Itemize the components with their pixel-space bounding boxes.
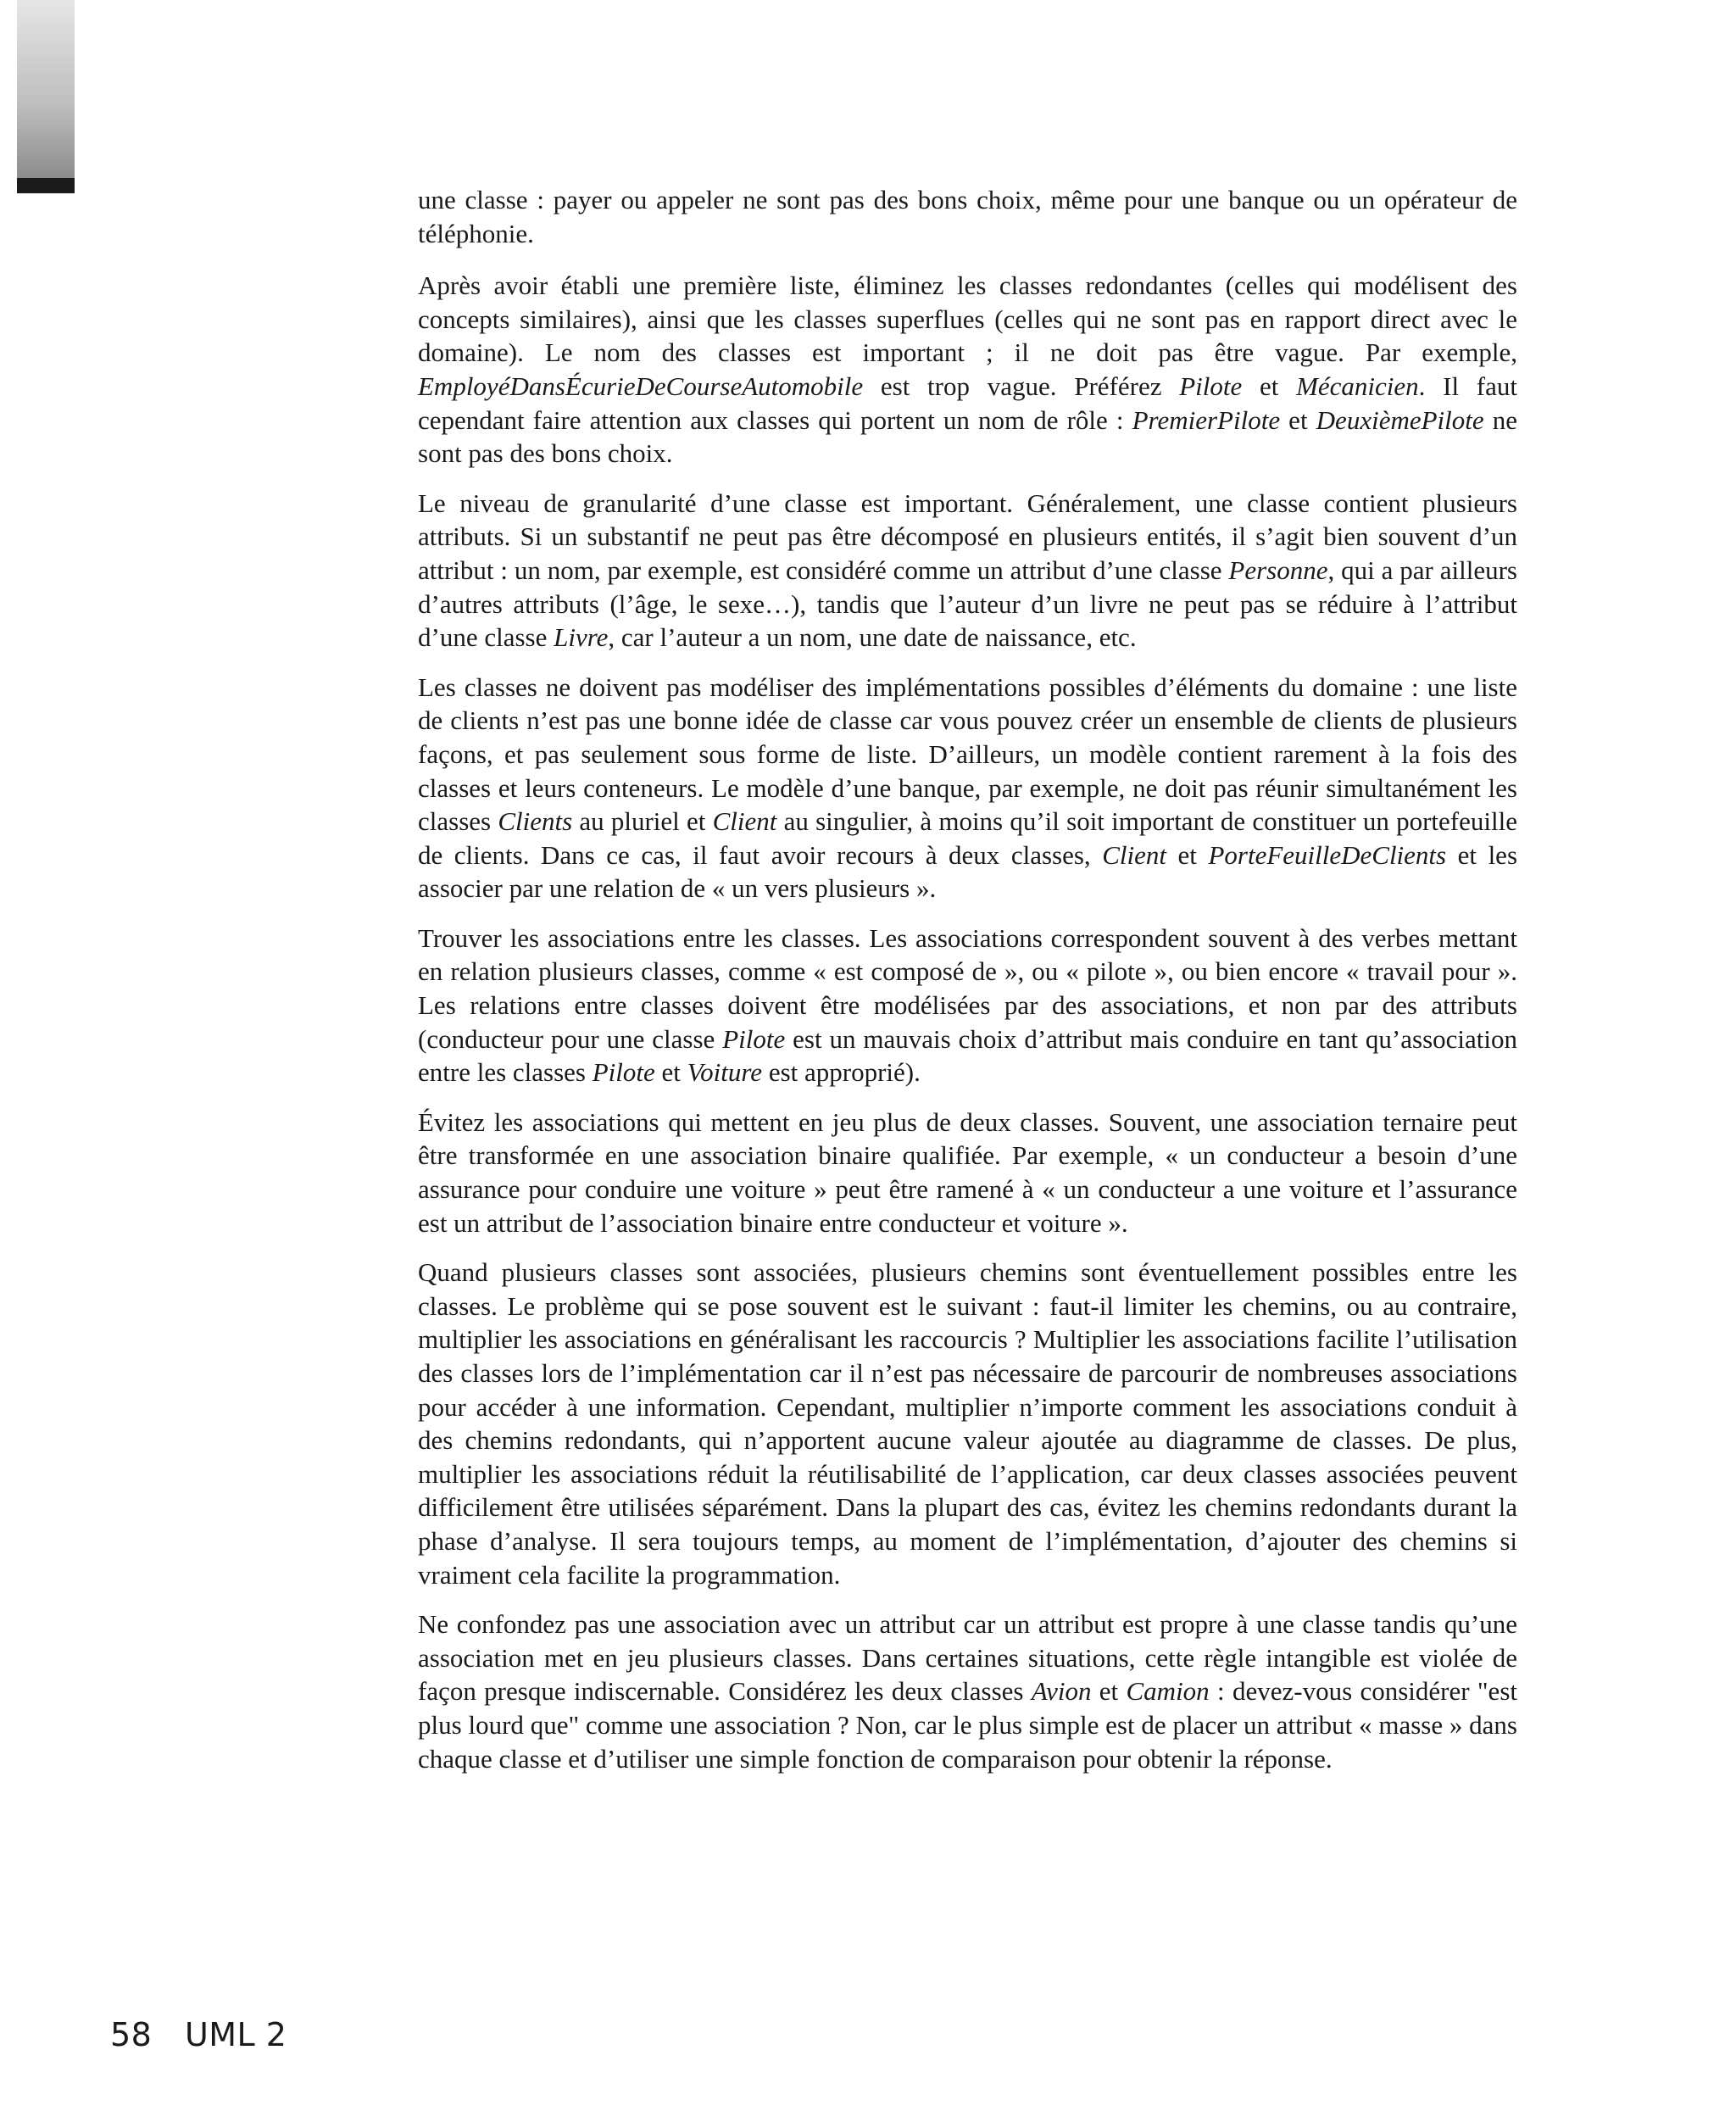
text-run: , car l’auteur a un nom, une date de naissance, etc. <box>608 622 1137 653</box>
text-run: Quand plusieurs classes sont associées, plusieurs chemins sont éventuellement possibles entre les classes. Le problème qui se pose souvent est le suivant : faut-il limiter les chemins, ou au contraire, multiplier les associations en généralisant les raccourcis ? Multiplier les associations facilite l’utilisation des classes lors de l’implémentation car il n’est pas nécessaire de parcourir de nombreuses associations pour accéder à une information. Cependant, multiplier n’importe comment les associations conduit à des chemins redondants, qui n’apportent aucune valeur ajoutée au diagramme de classes. De plus, multiplier les associations réduit la réutilisabilité de l’application, car deux classes associées peuvent difficilement être utilisées séparément. Dans la plupart des cas, évitez les chemins redondants durant la phase d’analyse. Il sera toujours temps, au moment de l’implémentation, d’ajouter des chemins si vraiment cela facilite la programmation. <box>418 1257 1517 1590</box>
text-run: et <box>1242 370 1297 401</box>
italic-term: Voiture <box>687 1057 763 1088</box>
italic-term: Pilote <box>722 1023 786 1054</box>
italic-term: EmployéDansÉcurieDeCourseAutomobile <box>418 370 864 401</box>
text-run: ne sont pas des bons choix. <box>418 404 1518 469</box>
text-run: et les associer par une relation de « un vers plusieurs ». <box>418 839 1518 904</box>
paragraph <box>418 1106 1517 1239</box>
text-run: et <box>1166 839 1209 870</box>
italic-term: DeuxièmePilote <box>1316 404 1484 435</box>
italic-term: Personne <box>1228 554 1328 585</box>
text-run: et <box>654 1057 687 1088</box>
page-footer <box>110 2016 287 2053</box>
text-run: , qui a par ailleurs d’autres attributs (l’âge, le sexe…), tandis que l’auteur d’un livre ne peut pas se réduire à l’attribut d’une classe <box>418 554 1517 653</box>
text-run: est trop vague. Préférez <box>863 370 1180 401</box>
italic-term: Client <box>712 806 777 837</box>
paragraph <box>418 269 1517 471</box>
italic-term: Clients <box>498 806 573 837</box>
paragraph <box>418 1256 1517 1591</box>
italic-term: Mécanicien <box>1296 370 1419 401</box>
text-run: Les classes ne doivent pas modéliser des implémentations possibles d’éléments du domaine : une liste de clients n’est pas une bonne idée de classe car vous pouvez créer un ensemble de clients de plusieurs façons, et pas seulement sous forme de liste. D’ailleurs, un modèle contient rarement à la fois des classes et leurs conteneurs. Le modèle d’une banque, par exemple, ne doit pas réunir simultanément les classes <box>418 671 1517 837</box>
text-run: et <box>1280 404 1316 435</box>
text-run: Après avoir établi une première liste, éliminez les classes redondantes (celles qui modélisent des concepts similaires), ainsi que les classes superflues (celles qui ne sont pas en rapport direct avec le domaine). Le nom des classes est important ; il ne doit pas être vague. Par exemple, <box>418 270 1517 368</box>
paragraph <box>418 183 1517 250</box>
italic-term: Camion <box>1126 1676 1210 1707</box>
text-run: : devez-vous considérer "est plus lourd que" comme une association ? Non, car le plus simple est de placer un attribut « masse » dans chaque classe et d’utiliser une simple fonction de comparaison pour obtenir la réponse. <box>418 1676 1517 1774</box>
paragraph <box>418 922 1517 1089</box>
text-run: Trouver les associations entre les classes. Les associations correspondent souvent à des verbes mettant en relation plusieurs classes, comme « est composé de », ou « pilote », ou bien encore « travail pour ». Les relations entre classes doivent être modélisées par des associations, et non par des attributs (conducteur pour une classe <box>418 922 1517 1054</box>
paragraph <box>418 487 1517 655</box>
paragraph <box>418 671 1517 905</box>
italic-term: Pilote <box>1179 370 1243 401</box>
text-run: et <box>1091 1676 1127 1707</box>
page-number: 58 <box>110 2016 153 2053</box>
running-title: UML 2 <box>184 2016 287 2053</box>
italic-term: Pilote <box>592 1057 655 1088</box>
text-run: Le niveau de granularité d’une classe est important. Généralement, une classe contient plusieurs attributs. Si un substantif ne peut pas être décomposé en plusieurs entités, il s’agit bien souvent d’un attribut : un nom, par exemple, est considéré comme un attribut d’une classe <box>418 487 1517 585</box>
text-run: Évitez les associations qui mettent en jeu plus de deux classes. Souvent, une association ternaire peut être transformée en une association binaire qualifiée. Par exemple, « un conducteur a besoin d’une assurance pour conduire une voiture » peut être ramené à « un conducteur a une voiture et l’assurance est un attribut de l’association binaire entre conducteur et voiture ». <box>418 1106 1517 1238</box>
text-run: . Il faut cependant faire attention aux classes qui portent un nom de rôle : <box>418 370 1518 435</box>
text-run: est un mauvais choix d’attribut mais conduire en tant qu’association entre les classes <box>418 1023 1517 1088</box>
text-run: au singulier, à moins qu’il soit important de constituer un portefeuille de clients. Dans ce cas, il faut avoir recours à deux classes, <box>418 806 1517 870</box>
text-run: une classe : payer ou appeler ne sont pas des bons choix, même pour une banque ou un opérateur de téléphonie. <box>418 185 1517 248</box>
page-edge-tab <box>17 0 75 193</box>
italic-term: Client <box>1102 839 1166 870</box>
italic-term: PremierPilote <box>1132 404 1281 435</box>
italic-term: PorteFeuilleDeClients <box>1208 839 1447 870</box>
text-run: est approprié). <box>762 1057 921 1088</box>
body-text <box>418 183 1517 1791</box>
italic-term: Livre <box>554 622 609 653</box>
text-run: au pluriel et <box>572 806 713 837</box>
paragraph <box>418 1607 1517 1775</box>
text-run: Ne confondez pas une association avec un attribut car un attribut est propre à une classe tandis qu’une association met en jeu plusieurs classes. Dans certaines situations, cette règle intangible est violée de façon presque indiscernable. Considérez les deux classes <box>418 1609 1517 1707</box>
page-edge-tab-bar <box>17 178 75 193</box>
italic-term: Avion <box>1031 1676 1092 1707</box>
